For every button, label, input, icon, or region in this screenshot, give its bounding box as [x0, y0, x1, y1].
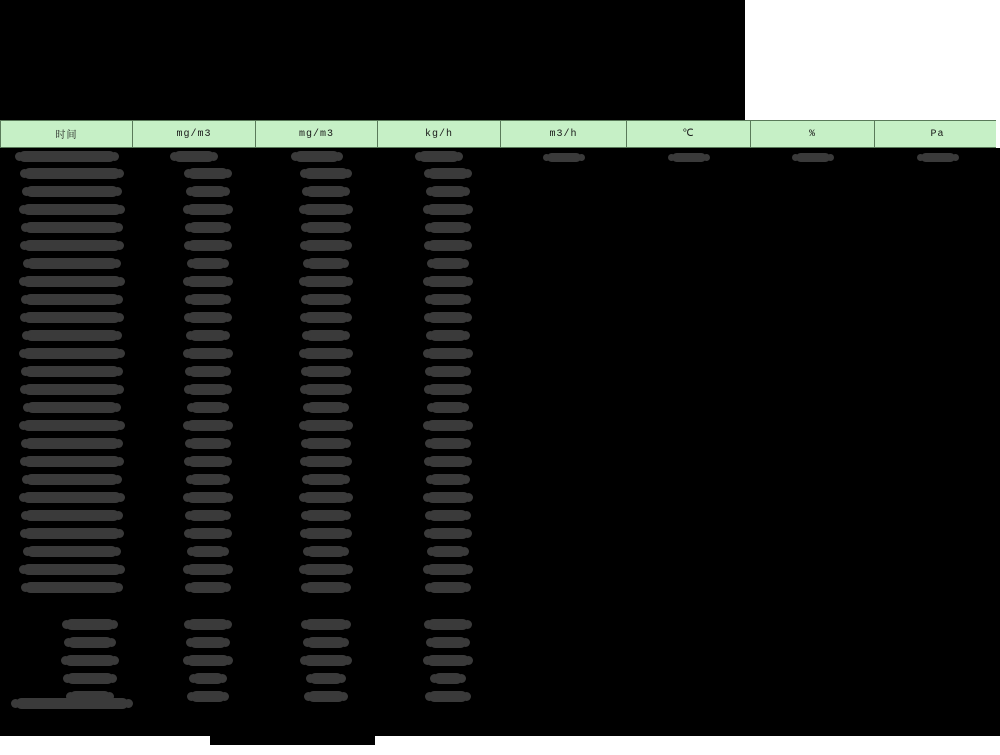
table-row — [0, 434, 1000, 452]
cell-mass-flow — [400, 506, 496, 524]
cell-concentration-1 — [160, 470, 256, 488]
cell-concentration-1 — [160, 506, 256, 524]
cell-time — [12, 434, 132, 452]
cell-concentration-1 — [160, 488, 256, 506]
redaction-blob — [305, 619, 347, 630]
redaction-blob — [24, 312, 120, 323]
redaction-blob — [188, 456, 228, 467]
redaction-blob — [23, 348, 121, 359]
redaction-blob — [188, 528, 228, 539]
redaction-blob — [26, 186, 118, 197]
cell-concentration-1 — [160, 651, 256, 669]
redaction-blob — [429, 438, 467, 449]
redaction-blob — [427, 276, 469, 287]
cell-mass-flow — [400, 470, 496, 488]
redaction-blob — [427, 420, 469, 431]
cell-mass-flow — [400, 452, 496, 470]
cell-mass-flow — [400, 416, 496, 434]
cell-time — [30, 615, 150, 633]
redaction-blob — [428, 240, 468, 251]
redaction-blob — [23, 204, 121, 215]
page-mask-right-body — [996, 120, 1000, 148]
redaction-blob — [428, 384, 468, 395]
redaction-blob — [190, 637, 226, 648]
cell-concentration-1 — [160, 236, 256, 254]
redaction-blob — [304, 240, 348, 251]
redaction-blob — [189, 222, 227, 233]
cell-concentration-1 — [160, 452, 256, 470]
cell-time — [12, 560, 132, 578]
redaction-blob — [25, 222, 119, 233]
redaction-blob — [428, 619, 468, 630]
cell-concentration-1 — [160, 164, 256, 182]
redaction-blob — [25, 366, 119, 377]
redaction-blob — [304, 456, 348, 467]
redaction-blob — [431, 402, 465, 413]
cell-concentration-2 — [278, 344, 374, 362]
table-row — [0, 182, 1000, 200]
redaction-blob — [68, 637, 112, 648]
cell-concentration-1 — [160, 398, 256, 416]
column-header-mass-flow: kg/h — [378, 121, 501, 148]
cell-time — [12, 236, 132, 254]
redaction-blob — [419, 151, 459, 162]
document-header-band-3 — [375, 50, 745, 88]
cell-concentration-2 — [278, 669, 374, 687]
cell-mass-flow — [400, 633, 496, 651]
redaction-blob — [187, 655, 229, 666]
column-header-concentration-1: mg/m3 — [133, 121, 256, 148]
cell-concentration-2 — [278, 200, 374, 218]
cell-concentration-2 — [278, 560, 374, 578]
redaction-blob — [188, 168, 228, 179]
redaction-blob — [796, 153, 830, 162]
cell-concentration-1 — [160, 687, 256, 705]
cell-mass-flow — [400, 218, 496, 236]
column-header-humidity: % — [751, 121, 875, 148]
redaction-blob — [427, 655, 469, 666]
cell-time — [30, 669, 150, 687]
cell-time — [30, 633, 150, 651]
redaction-blob — [188, 240, 228, 251]
table-row — [0, 164, 1000, 182]
cell-concentration-1 — [160, 542, 256, 560]
cell-mass-flow — [400, 560, 496, 578]
column-header-pressure: Pa — [875, 121, 1000, 148]
column-header-time: 时间 — [1, 121, 133, 148]
cell-time — [12, 308, 132, 326]
cell-concentration-2 — [278, 236, 374, 254]
cell-time — [12, 344, 132, 362]
redaction-blob — [921, 153, 955, 162]
cell-concentration-1 — [160, 380, 256, 398]
redaction-blob — [25, 294, 119, 305]
cell-time — [12, 200, 132, 218]
cell-mass-flow — [400, 362, 496, 380]
cell-concentration-1 — [160, 362, 256, 380]
redaction-blob — [431, 546, 465, 557]
redaction-blob — [428, 456, 468, 467]
document-header-band-2 — [375, 0, 745, 50]
redaction-blob — [310, 673, 342, 684]
cell-mass-flow — [400, 200, 496, 218]
cell-concentration-2 — [278, 164, 374, 182]
cell-mass-flow — [400, 344, 496, 362]
table-row — [0, 470, 1000, 488]
cell-concentration-2 — [278, 254, 374, 272]
redaction-blob — [24, 384, 120, 395]
redaction-blob — [25, 582, 119, 593]
cell-time — [12, 398, 132, 416]
redaction-blob — [187, 492, 229, 503]
page-mask-right-band — [745, 88, 1000, 120]
cell-time — [12, 182, 132, 200]
table-row — [0, 344, 1000, 362]
redaction-blob — [303, 492, 349, 503]
redaction-blob — [304, 384, 348, 395]
redaction-blob — [187, 204, 229, 215]
cell-concentration-2 — [278, 633, 374, 651]
cell-time — [12, 272, 132, 290]
redaction-blob — [25, 438, 119, 449]
redaction-blob — [16, 698, 128, 709]
table-row — [0, 326, 1000, 344]
redaction-blob — [27, 258, 117, 269]
cell-time — [12, 362, 132, 380]
cell-concentration-1 — [160, 200, 256, 218]
redaction-blob — [303, 420, 349, 431]
redaction-blob — [191, 402, 225, 413]
cell-mass-flow — [400, 398, 496, 416]
redaction-blob — [26, 474, 118, 485]
table-row — [0, 398, 1000, 416]
redaction-blob — [24, 240, 120, 251]
redaction-blob — [429, 222, 467, 233]
table-row — [0, 452, 1000, 470]
page-mask-top-right — [745, 0, 1000, 50]
cell-concentration-2 — [278, 362, 374, 380]
cell-concentration-2 — [278, 578, 374, 596]
redaction-blob — [187, 564, 229, 575]
redaction-blob — [190, 330, 226, 341]
cell-concentration-1 — [160, 560, 256, 578]
redaction-blob — [305, 294, 347, 305]
redaction-blob — [306, 186, 346, 197]
redaction-blob — [304, 312, 348, 323]
cell-concentration-1 — [160, 434, 256, 452]
redaction-blob — [190, 186, 226, 197]
cell-mass-flow — [400, 578, 496, 596]
cell-mass-flow — [400, 524, 496, 542]
cell-concentration-2 — [278, 524, 374, 542]
redaction-blob — [24, 168, 120, 179]
redaction-blob — [191, 258, 225, 269]
redaction-blob — [430, 637, 466, 648]
redaction-blob — [308, 691, 344, 702]
cell-mass-flow — [400, 290, 496, 308]
cell-concentration-1 — [160, 344, 256, 362]
table-row — [0, 506, 1000, 524]
redaction-blob — [304, 655, 348, 666]
redaction-blob — [305, 510, 347, 521]
cell-concentration-2 — [278, 218, 374, 236]
redaction-blob — [23, 564, 121, 575]
cell-concentration-1 — [160, 254, 256, 272]
redaction-blob — [19, 151, 115, 162]
monitoring-data-table-wrap — [0, 120, 1000, 168]
cell-concentration-1 — [160, 308, 256, 326]
redaction-blob — [67, 673, 113, 684]
cell-concentration-1 — [160, 326, 256, 344]
redaction-blob — [66, 619, 114, 630]
redaction-blob — [189, 510, 227, 521]
redaction-blob — [174, 151, 214, 162]
cell-time — [12, 416, 132, 434]
document-header-band-4 — [0, 88, 745, 120]
redaction-blob — [27, 546, 117, 557]
redaction-blob — [428, 312, 468, 323]
redaction-blob — [547, 153, 581, 162]
cell-mass-flow — [400, 308, 496, 326]
table-row — [0, 524, 1000, 542]
redaction-blob — [27, 402, 117, 413]
cell-concentration-2 — [278, 182, 374, 200]
cell-time — [12, 218, 132, 236]
table-row — [0, 416, 1000, 434]
cell-concentration-1 — [160, 524, 256, 542]
cell-concentration-2 — [278, 326, 374, 344]
redaction-blob — [428, 528, 468, 539]
cell-mass-flow — [400, 687, 496, 705]
table-row — [0, 308, 1000, 326]
redaction-blob — [23, 492, 121, 503]
redaction-blob — [189, 582, 227, 593]
page-mask-bottom-mid — [210, 745, 375, 755]
redaction-blob — [429, 366, 467, 377]
cell-concentration-1 — [160, 633, 256, 651]
cell-mass-flow — [400, 615, 496, 633]
cell-concentration-1 — [160, 218, 256, 236]
redaction-blob — [187, 348, 229, 359]
redaction-blob — [307, 258, 345, 269]
cell-concentration-2 — [278, 542, 374, 560]
column-header-concentration-2: mg/m3 — [256, 121, 378, 148]
cell-concentration-1 — [160, 416, 256, 434]
cell-concentration-2 — [278, 272, 374, 290]
column-header-temperature: ℃ — [627, 121, 751, 148]
cell-concentration-1 — [160, 272, 256, 290]
redaction-blob — [190, 474, 226, 485]
redaction-blob — [427, 564, 469, 575]
redaction-blob — [193, 673, 223, 684]
table-row — [0, 290, 1000, 308]
table-row — [0, 542, 1000, 560]
cell-concentration-2 — [278, 506, 374, 524]
redaction-blob — [429, 691, 467, 702]
cell-mass-flow — [400, 669, 496, 687]
redaction-blob — [303, 204, 349, 215]
redaction-blob — [305, 222, 347, 233]
redaction-blob — [427, 204, 469, 215]
cell-time — [12, 488, 132, 506]
redaction-blob — [305, 438, 347, 449]
cell-concentration-1 — [160, 578, 256, 596]
redaction-blob — [431, 258, 465, 269]
table-row — [0, 254, 1000, 272]
table-row — [0, 687, 1000, 705]
redaction-blob — [26, 330, 118, 341]
cell-time — [12, 290, 132, 308]
redaction-blob — [188, 384, 228, 395]
redaction-blob — [23, 276, 121, 287]
table-row — [0, 633, 1000, 651]
cell-time — [12, 578, 132, 596]
cell-concentration-2 — [278, 488, 374, 506]
table-row — [0, 380, 1000, 398]
table-row — [0, 578, 1000, 596]
redaction-blob — [189, 438, 227, 449]
table-row — [0, 218, 1000, 236]
redaction-blob — [191, 691, 225, 702]
table-row — [0, 362, 1000, 380]
cell-concentration-2 — [278, 398, 374, 416]
redaction-blob — [295, 151, 339, 162]
table-row — [0, 651, 1000, 669]
table-row — [0, 236, 1000, 254]
redaction-blob — [430, 186, 466, 197]
cell-mass-flow — [400, 542, 496, 560]
redaction-blob — [305, 582, 347, 593]
cell-time — [30, 651, 150, 669]
redaction-blob — [303, 348, 349, 359]
cell-concentration-2 — [278, 687, 374, 705]
footer-note — [12, 696, 132, 714]
cell-time — [12, 506, 132, 524]
redaction-blob — [306, 330, 346, 341]
redaction-blob — [672, 153, 706, 162]
cell-concentration-1 — [160, 615, 256, 633]
redaction-blob — [187, 276, 229, 287]
redaction-blob — [191, 546, 225, 557]
cell-mass-flow — [400, 651, 496, 669]
redacted-tail-rows-region — [0, 615, 1000, 705]
cell-concentration-2 — [278, 290, 374, 308]
table-header-row — [1, 121, 1000, 148]
table-row — [0, 669, 1000, 687]
redaction-blob — [189, 366, 227, 377]
redaction-blob — [429, 294, 467, 305]
redaction-blob — [187, 420, 229, 431]
cell-mass-flow — [400, 164, 496, 182]
redaction-blob — [430, 330, 466, 341]
cell-mass-flow — [400, 434, 496, 452]
table-row — [0, 200, 1000, 218]
redaction-blob — [307, 637, 345, 648]
cell-mass-flow — [400, 488, 496, 506]
table-row — [0, 615, 1000, 633]
cell-concentration-2 — [278, 470, 374, 488]
page-mask-bottom-left — [0, 736, 210, 755]
page-mask-right-upper — [745, 50, 1000, 88]
cell-mass-flow — [400, 380, 496, 398]
cell-concentration-1 — [160, 669, 256, 687]
redaction-blob — [429, 582, 467, 593]
redaction-blob — [304, 528, 348, 539]
redaction-blob — [24, 456, 120, 467]
page-mask-bottom-right — [375, 736, 1000, 755]
cell-concentration-2 — [278, 434, 374, 452]
redaction-blob — [189, 294, 227, 305]
redaction-blob — [188, 312, 228, 323]
cell-time — [12, 524, 132, 542]
cell-concentration-1 — [160, 182, 256, 200]
cell-concentration-2 — [278, 308, 374, 326]
cell-concentration-2 — [278, 651, 374, 669]
redaction-blob — [434, 673, 462, 684]
cell-concentration-1 — [160, 290, 256, 308]
redaction-blob — [430, 474, 466, 485]
cell-mass-flow — [400, 236, 496, 254]
cell-mass-flow — [400, 272, 496, 290]
cell-time — [12, 470, 132, 488]
redaction-blob — [303, 564, 349, 575]
redaction-blob — [23, 420, 121, 431]
redaction-blob — [428, 168, 468, 179]
redaction-blob — [25, 510, 119, 521]
cell-time — [12, 452, 132, 470]
cell-mass-flow — [400, 182, 496, 200]
redaction-blob — [65, 655, 115, 666]
redaction-blob — [188, 619, 228, 630]
table-row — [0, 488, 1000, 506]
cell-mass-flow — [400, 254, 496, 272]
cell-concentration-2 — [278, 416, 374, 434]
cell-time — [12, 164, 132, 182]
redaction-blob — [305, 366, 347, 377]
redaction-blob — [307, 402, 345, 413]
redaction-blob — [307, 546, 345, 557]
cell-concentration-2 — [278, 380, 374, 398]
redaction-blob — [306, 474, 346, 485]
redaction-blob — [303, 276, 349, 287]
redaction-blob — [427, 348, 469, 359]
table-row — [0, 272, 1000, 290]
cell-concentration-2 — [278, 615, 374, 633]
cell-time — [12, 542, 132, 560]
cell-time — [12, 254, 132, 272]
redaction-blob — [24, 528, 120, 539]
monitoring-data-table — [0, 120, 1000, 168]
redaction-blob — [304, 168, 348, 179]
cell-time — [12, 326, 132, 344]
redacted-rows-region — [0, 164, 1000, 596]
redaction-blob — [427, 492, 469, 503]
redaction-blob — [429, 510, 467, 521]
table-row — [0, 560, 1000, 578]
column-header-volume-flow: m3/h — [501, 121, 627, 148]
cell-time — [12, 380, 132, 398]
cell-mass-flow — [400, 326, 496, 344]
cell-concentration-2 — [278, 452, 374, 470]
